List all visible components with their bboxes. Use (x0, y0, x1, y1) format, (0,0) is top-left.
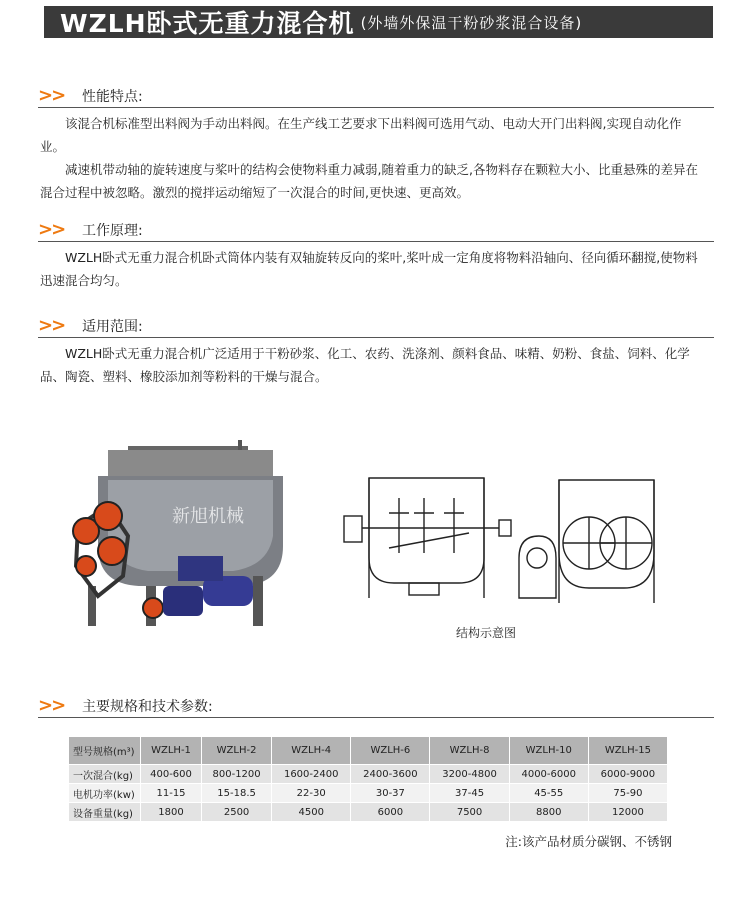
principle-paragraph: WZLH卧式无重力混合机卧式筒体内装有双轴旋转反向的桨叶,桨叶成一定角度将物料沿轴向、径向循环翻搅,使物料迅速混合均匀。 (40, 250, 698, 288)
table-cell: 22-30 (272, 784, 351, 803)
double-arrow-icon: >> (38, 219, 65, 240)
drawing-caption: 结构示意图 (456, 626, 517, 640)
table-header-cell: WZLH-10 (509, 737, 588, 765)
table-cell: 4500 (272, 803, 351, 822)
page-title: WZLH卧式无重力混合机 (60, 9, 355, 38)
features-paragraph: 减速机带动轴的旋转速度与桨叶的结构会使物料重力减弱,随着重力的缺乏,各物料存在颗粒大小、比重悬殊的差异在混合过程中被忽略。激烈的搅拌运动缩短了一次混合的时间,更快速、更高效。 (40, 162, 698, 200)
table-cell: 1600-2400 (272, 765, 351, 784)
section-title-features: 性能特点: (82, 88, 143, 105)
table-cell: 6000-9000 (588, 765, 667, 784)
double-arrow-icon: >> (38, 695, 65, 716)
table-row (69, 765, 668, 784)
scope-paragraph: WZLH卧式无重力混合机广泛适用于干粉砂浆、化工、农药、洗涤剂、颜料食品、味精、奶粉、食盐、饲料、化学品、陶瓷、塑料、橡胶添加剂等粉料的干燥与混合。 (40, 346, 690, 384)
principle-text (40, 246, 700, 292)
table-header-cell: WZLH-4 (272, 737, 351, 765)
table-cell: 37-45 (430, 784, 509, 803)
photo-watermark: 新旭机械 (172, 506, 244, 527)
table-cell: 2400-3600 (351, 765, 430, 784)
table-header-row (69, 737, 668, 765)
table-cell: 3200-4800 (430, 765, 509, 784)
title-bar (44, 6, 713, 38)
section-title-scope: 适用范围: (82, 318, 143, 335)
table-header-cell: WZLH-8 (430, 737, 509, 765)
table-header-cell: WZLH-15 (588, 737, 667, 765)
table-cell: 6000 (351, 803, 430, 822)
table-cell: 75-90 (588, 784, 667, 803)
mixer-illustration (68, 436, 300, 632)
section-header-specs (38, 694, 714, 718)
row-label: 设备重量(kg) (69, 803, 141, 822)
table-header-cell: WZLH-6 (351, 737, 430, 765)
table-cell: 8800 (509, 803, 588, 822)
scope-text (40, 342, 700, 388)
table-header-cell: WZLH-1 (141, 737, 202, 765)
section-title-specs: 主要规格和技术参数: (82, 698, 213, 715)
features-paragraph: 该混合机标准型出料阀为手动出料阀。在生产线工艺要求下出料阀可选用气动、电动大开门出料阀,实现自动化作业。 (40, 116, 682, 154)
double-arrow-icon: >> (38, 85, 65, 106)
table-cell: 2500 (202, 803, 272, 822)
table-cell: 45-55 (509, 784, 588, 803)
row-label: 电机功率(kw) (69, 784, 141, 803)
section-header-principle (38, 218, 714, 242)
table-cell: 4000-6000 (509, 765, 588, 784)
table-header-cell: WZLH-2 (202, 737, 272, 765)
table-cell: 30-37 (351, 784, 430, 803)
table-cell: 15-18.5 (202, 784, 272, 803)
mixer-photo (68, 436, 300, 632)
structure-schematic (334, 458, 674, 608)
row-label: 一次混合(kg) (69, 765, 141, 784)
material-note: 注:该产品材质分碳钢、不锈钢 (505, 834, 672, 849)
features-text (40, 112, 700, 204)
table-cell: 1800 (141, 803, 202, 822)
table-row (69, 784, 668, 803)
table-cell: 800-1200 (202, 765, 272, 784)
structure-drawing (334, 458, 674, 608)
section-title-principle: 工作原理: (82, 222, 143, 239)
table-cell: 11-15 (141, 784, 202, 803)
page-subtitle: (外墙外保温干粉砂浆混合设备) (360, 13, 583, 32)
section-header-scope (38, 314, 714, 338)
spec-table (68, 736, 668, 822)
table-cell: 12000 (588, 803, 667, 822)
table-header-label: 型号规格(m³) (69, 737, 141, 765)
table-cell: 7500 (430, 803, 509, 822)
table-row (69, 803, 668, 822)
double-arrow-icon: >> (38, 315, 65, 336)
section-header-features (38, 84, 714, 108)
table-cell: 400-600 (141, 765, 202, 784)
